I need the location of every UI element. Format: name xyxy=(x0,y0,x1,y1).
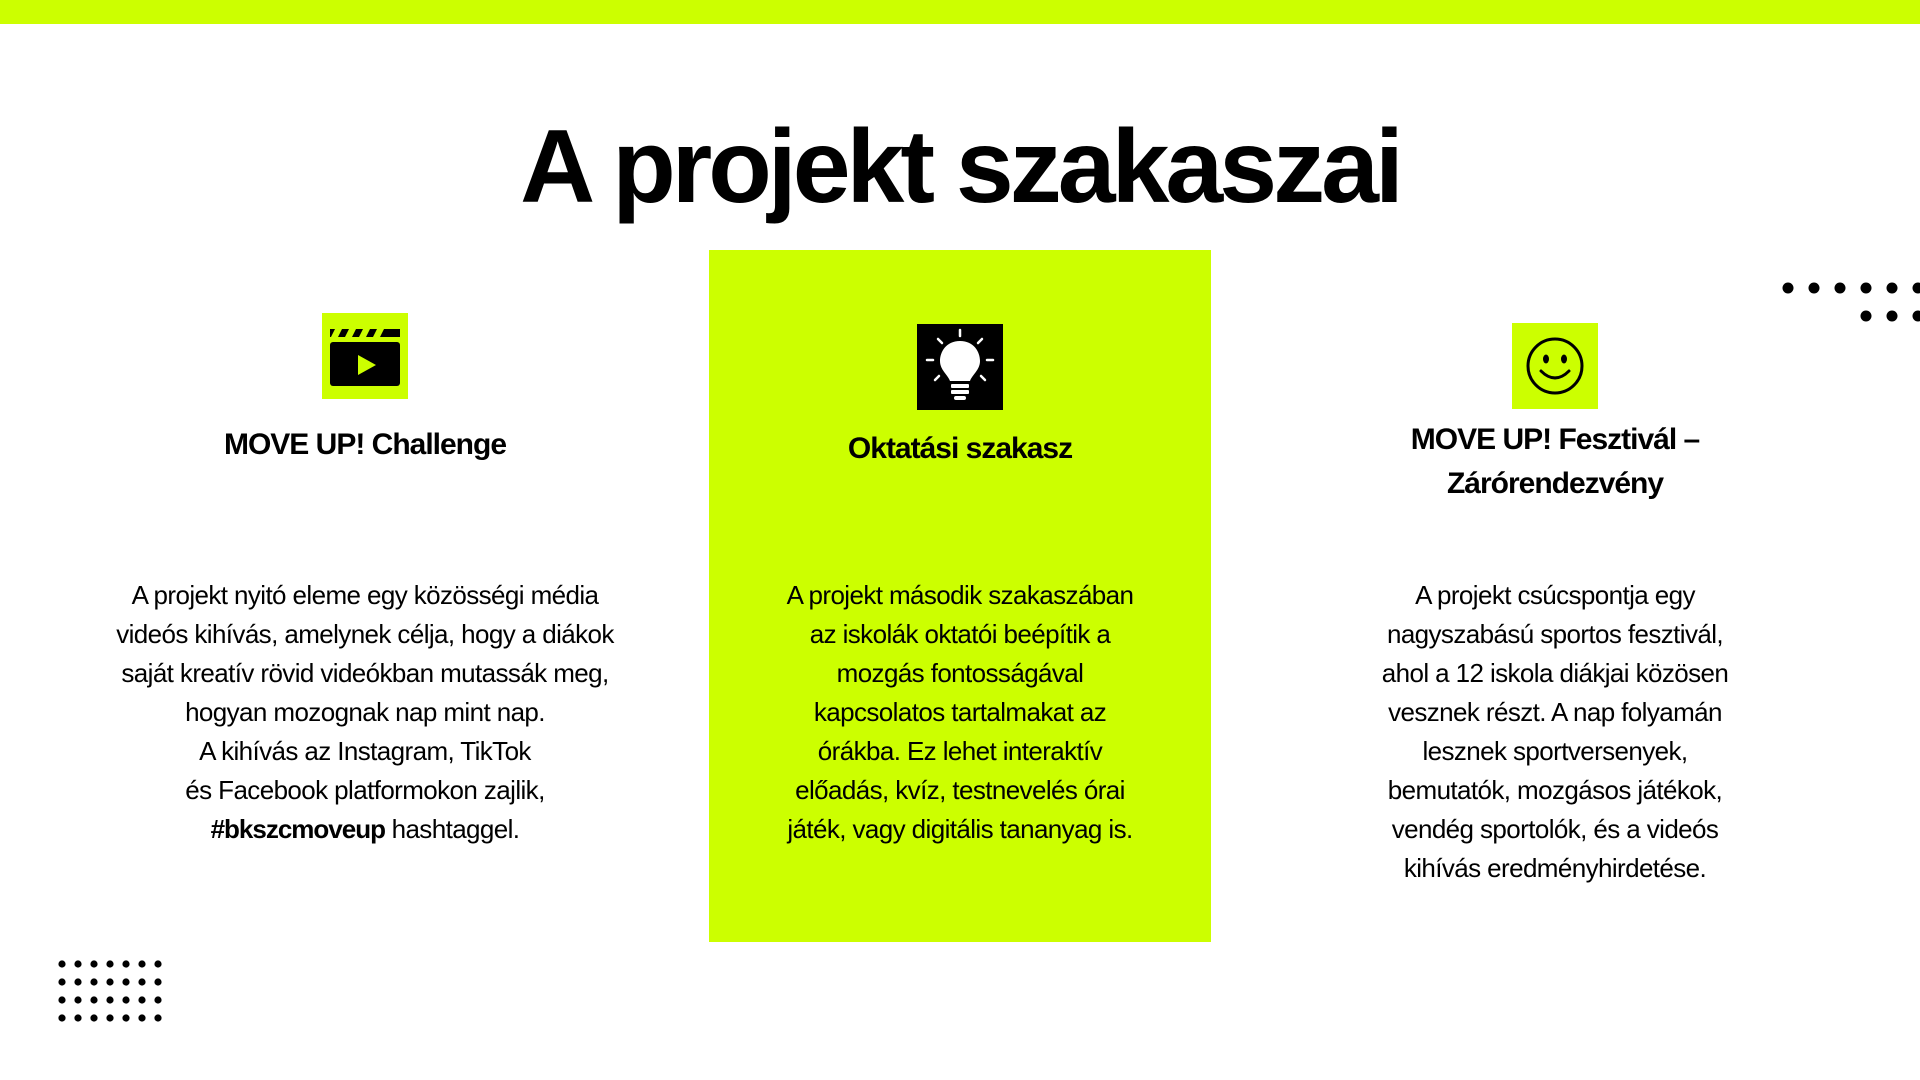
dots-decoration-bottom-left xyxy=(58,960,162,1024)
text-line: kihívás eredményhirdetése. xyxy=(1403,853,1707,883)
stage-heading: MOVE UP! Challenge xyxy=(223,428,507,461)
text-line: előadás, kvíz, testnevelés órai xyxy=(795,775,1125,805)
text-line: kapcsolatos tartalmakat az xyxy=(813,697,1107,727)
text-line xyxy=(70,810,660,849)
stage-description xyxy=(70,576,660,849)
text-line: mozgás fontosságával xyxy=(836,658,1084,688)
clapperboard-icon xyxy=(322,313,408,399)
text-line: A projekt csúcspontja egy xyxy=(1415,580,1695,610)
text-line: A kihívás az Instagram, TikTok xyxy=(199,736,531,766)
text-line: A projekt nyitó eleme egy közösségi média xyxy=(131,580,599,610)
text-line: az iskolák oktatói beépítik a xyxy=(809,619,1111,649)
text-line: játék, vagy digitális tananyag is. xyxy=(787,814,1133,844)
text-line: videós kihívás, amelynek célja, hogy a diákok xyxy=(116,619,614,649)
stage-description xyxy=(730,576,1190,849)
text-line: lesznek sportversenyek, xyxy=(1422,736,1688,766)
dots-decoration-top-right xyxy=(1782,280,1920,330)
text-line: és Facebook platformokon zajlik, xyxy=(185,775,545,805)
heading-line: Zárórendezvény xyxy=(1446,467,1664,500)
text-line: vendég sportolók, és a videós xyxy=(1391,814,1719,844)
text-line: órákba. Ez lehet interaktív xyxy=(817,736,1103,766)
text-line: bemutatók, mozgásos játékok, xyxy=(1387,775,1723,805)
text-line: vesznek részt. A nap folyamán xyxy=(1388,697,1722,727)
stage-challenge xyxy=(70,0,660,1080)
text-line: ahol a 12 iskola diákjai közösen xyxy=(1381,658,1729,688)
hashtag-suffix: hashtaggel. xyxy=(384,814,520,844)
stage-education xyxy=(730,0,1190,1080)
stage-description xyxy=(1325,576,1785,888)
smiley-icon xyxy=(1512,323,1598,409)
lightbulb-icon xyxy=(917,324,1003,410)
page-title: A projekt szakaszai xyxy=(520,109,1400,225)
heading-line: MOVE UP! Fesztivál – xyxy=(1410,423,1700,456)
text-line: nagyszabású sportos fesztivál, xyxy=(1386,619,1724,649)
stage-heading: Oktatási szakasz xyxy=(847,432,1073,465)
text-line: hogyan mozognak nap mint nap. xyxy=(185,697,545,727)
stage-festival xyxy=(1325,0,1785,1080)
text-line: saját kreatív rövid videókban mutassák meg, xyxy=(121,658,609,688)
text-line: A projekt második szakaszában xyxy=(786,580,1134,610)
stage-heading xyxy=(1325,418,1785,506)
hashtag: #bkszcmoveup xyxy=(210,814,385,844)
